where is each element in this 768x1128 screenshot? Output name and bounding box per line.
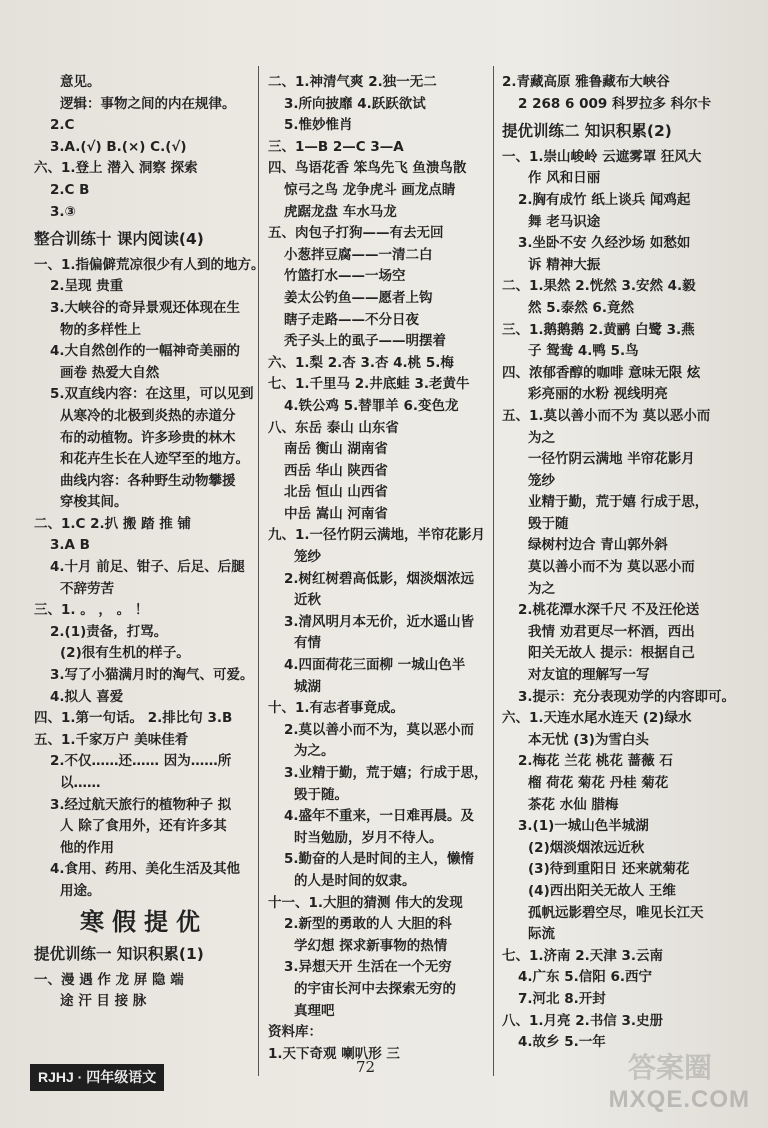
- answer-line: 2.呈现 贵重: [50, 278, 124, 295]
- answer-line: 2.C B: [50, 181, 90, 198]
- answer-line: 4.大自然创作的一幅神奇美丽的: [50, 343, 241, 360]
- answer-line: 本无忧 (3)为雪白头: [528, 731, 649, 748]
- answer-line: 一径竹阴云满地 半帘花影月: [528, 451, 695, 468]
- answer-line: 以……: [60, 775, 101, 791]
- column-divider-1: [258, 66, 259, 1076]
- answer-line: 3.A.(√) B.(×) C.(√): [50, 138, 187, 155]
- answer-line: 十、1.有志者事竟成。: [268, 700, 405, 717]
- answer-line: 毁于随: [528, 515, 569, 532]
- answer-line: 2.不仅……还…… 因为……所: [50, 753, 232, 770]
- answer-line: 5.勤奋的人是时间的主人，懒惰: [284, 851, 475, 868]
- answer-line: 小葱拌豆腐——一清二白: [284, 246, 433, 263]
- column-middle: [268, 72, 494, 1065]
- answer-line: 他的作用: [60, 839, 114, 856]
- answer-line: 一、1.崇山峻岭 云遮雾罩 狂风大: [502, 148, 702, 165]
- answer-line: 2.梅花 兰花 桃花 蔷薇 石: [518, 753, 673, 770]
- answer-line: 一、1.指偏僻荒凉很少有人到的地方。: [34, 256, 265, 273]
- watermark-en: MXQE.COM: [608, 1086, 750, 1113]
- answer-line: 3.(1)一城山色半城湖: [518, 818, 649, 835]
- answer-line: 2.树红树碧高低影，烟淡烟浓远: [284, 570, 475, 587]
- section-title-training-1: 提优训练一 知识积累(1): [34, 945, 204, 964]
- answer-line: 三、1—B 2—C 3—A: [268, 138, 404, 155]
- answer-line: 3.大峡谷的奇异景观还体现在生: [50, 299, 241, 316]
- answer-line: 惊弓之鸟 龙争虎斗 画龙点睛: [284, 181, 456, 198]
- answer-line: 的宇宙长河中去探索无穷的: [294, 980, 456, 997]
- answer-line: 画卷 热爱大自然: [60, 364, 160, 381]
- answer-line: 3.③: [50, 203, 76, 220]
- answer-line: 诉 精神大振: [528, 256, 601, 273]
- answer-line: 3.清风明月本无价，近水遥山皆: [284, 613, 475, 630]
- answer-line: 二、1.神清气爽 2.独一无二: [268, 74, 437, 90]
- answer-line: 三、1. 。 ， 。 ！: [34, 602, 149, 619]
- answer-line: 三、1.鹅鹅鹅 2.黄鹂 白鹭 3.燕: [502, 321, 695, 338]
- watermark-url: [609, 1086, 750, 1114]
- column-left: [34, 72, 265, 1013]
- col1-lines-b: [34, 255, 265, 903]
- answer-line: 四、1.第一句话。 2.排比句 3.B: [34, 710, 233, 727]
- answer-line: 子 鸳鸯 4.鸭 5.鸟: [528, 343, 639, 360]
- answer-line: 3.所向披靡 4.跃跃欲试: [284, 95, 426, 112]
- answer-line: 学幻想 探求新事物的热情: [294, 937, 448, 954]
- answer-line: 物的多样性上: [60, 321, 141, 338]
- answer-line: 六、1.梨 2.杏 3.杏 4.桃 5.梅: [268, 354, 454, 371]
- answer-line: 二、1.果然 2.恍然 3.安然 4.毅: [502, 278, 696, 295]
- watermark-cn: 答案圈: [628, 1051, 713, 1084]
- answer-line: 十一、1.大胆的猜测 伟大的发现: [268, 894, 463, 911]
- answer-line: 作 风和日丽: [528, 170, 601, 187]
- answer-line: 3.坐卧不安 久经沙场 如愁如: [518, 235, 691, 252]
- answer-line: 二、1.C 2.扒 搬 踏 推 铺: [34, 515, 191, 532]
- answer-line: 阳关无故人 提示：根据自己: [528, 645, 695, 662]
- answer-line: 2.(1)责备，打骂。: [50, 623, 168, 640]
- answer-line: 茶花 水仙 腊梅: [528, 796, 619, 813]
- answer-line: 2 268 6 009 科罗拉多 科尔卡: [518, 95, 712, 112]
- answer-line: 穿梭其间。: [60, 494, 128, 511]
- answer-line: 逻辑：事物之间的内在规律。: [60, 95, 236, 112]
- answer-line: 用途。: [60, 882, 101, 899]
- section-title-integrated-training-10: 整合训练十 课内阅读(4): [34, 230, 204, 249]
- answer-line: 六、1.天连水尾水连天 (2)绿水: [502, 710, 692, 727]
- answer-line: 4.四面荷花三面柳 一城山色半: [284, 657, 466, 674]
- answer-line: 八、东岳 泰山 山东省: [268, 419, 399, 436]
- answer-line: 途 汗 目 接 脉: [60, 993, 147, 1010]
- answer-line: 4.铁公鸡 5.替罪羊 6.变色龙: [284, 397, 459, 414]
- answer-line: 莫以善小而不为 莫以恶小而: [528, 559, 695, 576]
- answer-line: 人 除了食用外，还有许多其: [60, 818, 227, 835]
- answer-line: 1.天下奇观 喇叭形 三: [268, 1045, 400, 1062]
- answer-line: 七、1.千里马 2.井底蛙 3.老黄牛: [268, 376, 470, 393]
- answer-line: 布的动植物。许多珍贵的林木: [60, 429, 236, 446]
- answer-line: 七、1.济南 2.天津 3.云南: [502, 947, 663, 964]
- answer-line: 西岳 华山 陕西省: [284, 462, 388, 479]
- book-label: RJHJ · 四年级语文: [30, 1064, 164, 1091]
- answer-line: 我情 劝君更尽一杯酒，西出: [528, 623, 695, 640]
- answer-line: 2.C: [50, 117, 75, 134]
- answer-line: 彩亮丽的水粉 视线明亮: [528, 386, 668, 403]
- section-title-training-2: 提优训练二 知识积累(2): [502, 122, 672, 141]
- answer-line: 近秋: [294, 592, 321, 609]
- answer-line: 榴 荷花 菊花 丹桂 菊花: [528, 775, 669, 791]
- answer-line: 对友谊的理解写一写: [528, 667, 650, 684]
- answer-line: (3)待到重阳日 还来就菊花: [528, 861, 690, 878]
- answer-line: 中岳 嵩山 河南省: [284, 505, 388, 522]
- answer-line: 绿树村边合 青山郭外斜: [528, 537, 668, 554]
- answer-line: 的人是时间的奴隶。: [294, 872, 416, 889]
- answer-line: 五、1.千家万户 美味佳肴: [34, 731, 189, 748]
- answer-line: 为之。: [294, 743, 335, 760]
- answer-line: 有情: [294, 635, 321, 652]
- answer-line: 瞎子走路——不分日夜: [284, 311, 419, 328]
- answer-line: 为之: [528, 429, 555, 446]
- col3-lines-a: [502, 72, 734, 115]
- col1-lines-a: [34, 72, 254, 223]
- answer-line: 3.写了小猫满月时的淘气、可爱。: [50, 667, 254, 684]
- answer-line: 不辞劳苦: [60, 580, 114, 597]
- answer-line: 2.桃花潭水深千尺 不及汪伦送: [518, 602, 700, 619]
- answer-line: 2.胸有成竹 纸上谈兵 闻鸡起: [518, 191, 691, 208]
- answer-line: 曲线内容：各种野生动物攀援: [60, 472, 236, 489]
- winter-break-heading: 寒假提优: [80, 906, 208, 936]
- answer-line: 五、肉包子打狗——有去无回: [268, 225, 444, 242]
- answer-line: 竹篮打水——一场空: [284, 268, 406, 285]
- answer-line: 八、1.月亮 2.书信 3.史册: [502, 1012, 663, 1029]
- answer-line: 一、漫 遇 作 龙 屏 隐 端: [34, 971, 184, 988]
- answer-line: 六、1.登上 潜入 洞察 探索: [34, 160, 198, 177]
- answer-line: 为之: [528, 580, 555, 597]
- answer-line: 7.河北 8.开封: [518, 990, 606, 1007]
- answer-line: 四、浓郁香醇的咖啡 意味无限 炫: [502, 364, 701, 381]
- answer-line: 际流: [528, 926, 555, 943]
- page-number: 72: [356, 1058, 376, 1076]
- watermark-logo: [628, 1046, 748, 1084]
- answer-line: 笼纱: [528, 472, 555, 489]
- answer-line: 3.异想天开 生活在一个无穷: [284, 959, 452, 976]
- answer-line: 3.经过航天旅行的植物种子 拟: [50, 796, 232, 813]
- answer-line: 真理吧: [294, 1002, 335, 1019]
- answer-line: 虎踞龙盘 车水马龙: [284, 203, 397, 220]
- answer-line: 四、鸟语花香 笨鸟先飞 鱼溃鸟散: [268, 160, 467, 177]
- answer-line: 4.食用、药用、美化生活及其他: [50, 861, 241, 878]
- answer-line: 然 5.泰然 6.竟然: [528, 299, 634, 316]
- answer-line: 3.业精于勤，荒于嬉；行成于思，: [284, 765, 488, 781]
- answer-line: 时当勉励，岁月不待人。: [294, 829, 443, 846]
- answer-line: 2.新型的勇敢的人 大胆的科: [284, 916, 452, 933]
- answer-line: 2.莫以善小而不为，莫以恶小而: [284, 721, 475, 738]
- column-right: [502, 72, 734, 1054]
- answer-line: 4.故乡 5.一年: [518, 1034, 606, 1051]
- answer-line: 4.广东 5.信阳 6.西宁: [518, 969, 652, 986]
- answer-line: 姜太公钓鱼——愿者上钩: [284, 289, 433, 306]
- col1-lines-c: [34, 970, 254, 1013]
- answer-line: 2.青藏高原 雅鲁藏布大峡谷: [502, 74, 670, 90]
- answer-line: 五、1.莫以善小而不为 莫以恶小而: [502, 407, 711, 424]
- answer-line: 北岳 恒山 山西省: [284, 484, 388, 501]
- answer-line: 九、1.一径竹阴云满地，半帘花影月: [268, 527, 486, 544]
- col2-lines: [268, 72, 494, 1065]
- answer-line: 和花卉生长在人迹罕至的地方。: [60, 451, 249, 468]
- answer-line: (4)西出阳关无故人 王维: [528, 882, 676, 899]
- answer-line: 资料库：: [268, 1024, 322, 1041]
- answer-line: 5.惟妙惟肖: [284, 117, 353, 134]
- answer-line: 3.A B: [50, 537, 90, 554]
- col3-lines-b: [502, 147, 734, 1054]
- answer-line: 5.双直线内容：在这里，可以见到: [50, 386, 254, 403]
- answer-line: 城湖: [294, 678, 321, 695]
- answer-line: 舞 老马识途: [528, 213, 601, 230]
- answer-line: 意见。: [60, 74, 101, 90]
- answer-line: 业精于勤，荒于嬉 行成于思，: [528, 494, 709, 511]
- answer-line: 4.盛年不重来，一日难再晨。及: [284, 808, 475, 825]
- answer-line: 4.十月 前足、钳子、后足、后腿: [50, 559, 245, 576]
- answer-line: 毁于随。: [294, 786, 348, 803]
- answer-line: 笼纱: [294, 549, 321, 566]
- answer-line: 孤帆远影碧空尽，唯见长江天: [528, 904, 704, 921]
- answer-line: 秃子头上的虱子——明摆着: [284, 333, 446, 350]
- answer-line: 南岳 衡山 湖南省: [284, 441, 388, 458]
- answer-line: 3.提示：充分表现劝学的内容即可。: [518, 688, 736, 705]
- answer-line: (2)很有生机的样子。: [60, 645, 190, 662]
- answer-line: (2)烟淡烟浓远近秋: [528, 839, 645, 856]
- answer-line: 4.拟人 喜爱: [50, 688, 124, 705]
- answer-line: 从寒冷的北极到炎热的赤道分: [60, 407, 236, 424]
